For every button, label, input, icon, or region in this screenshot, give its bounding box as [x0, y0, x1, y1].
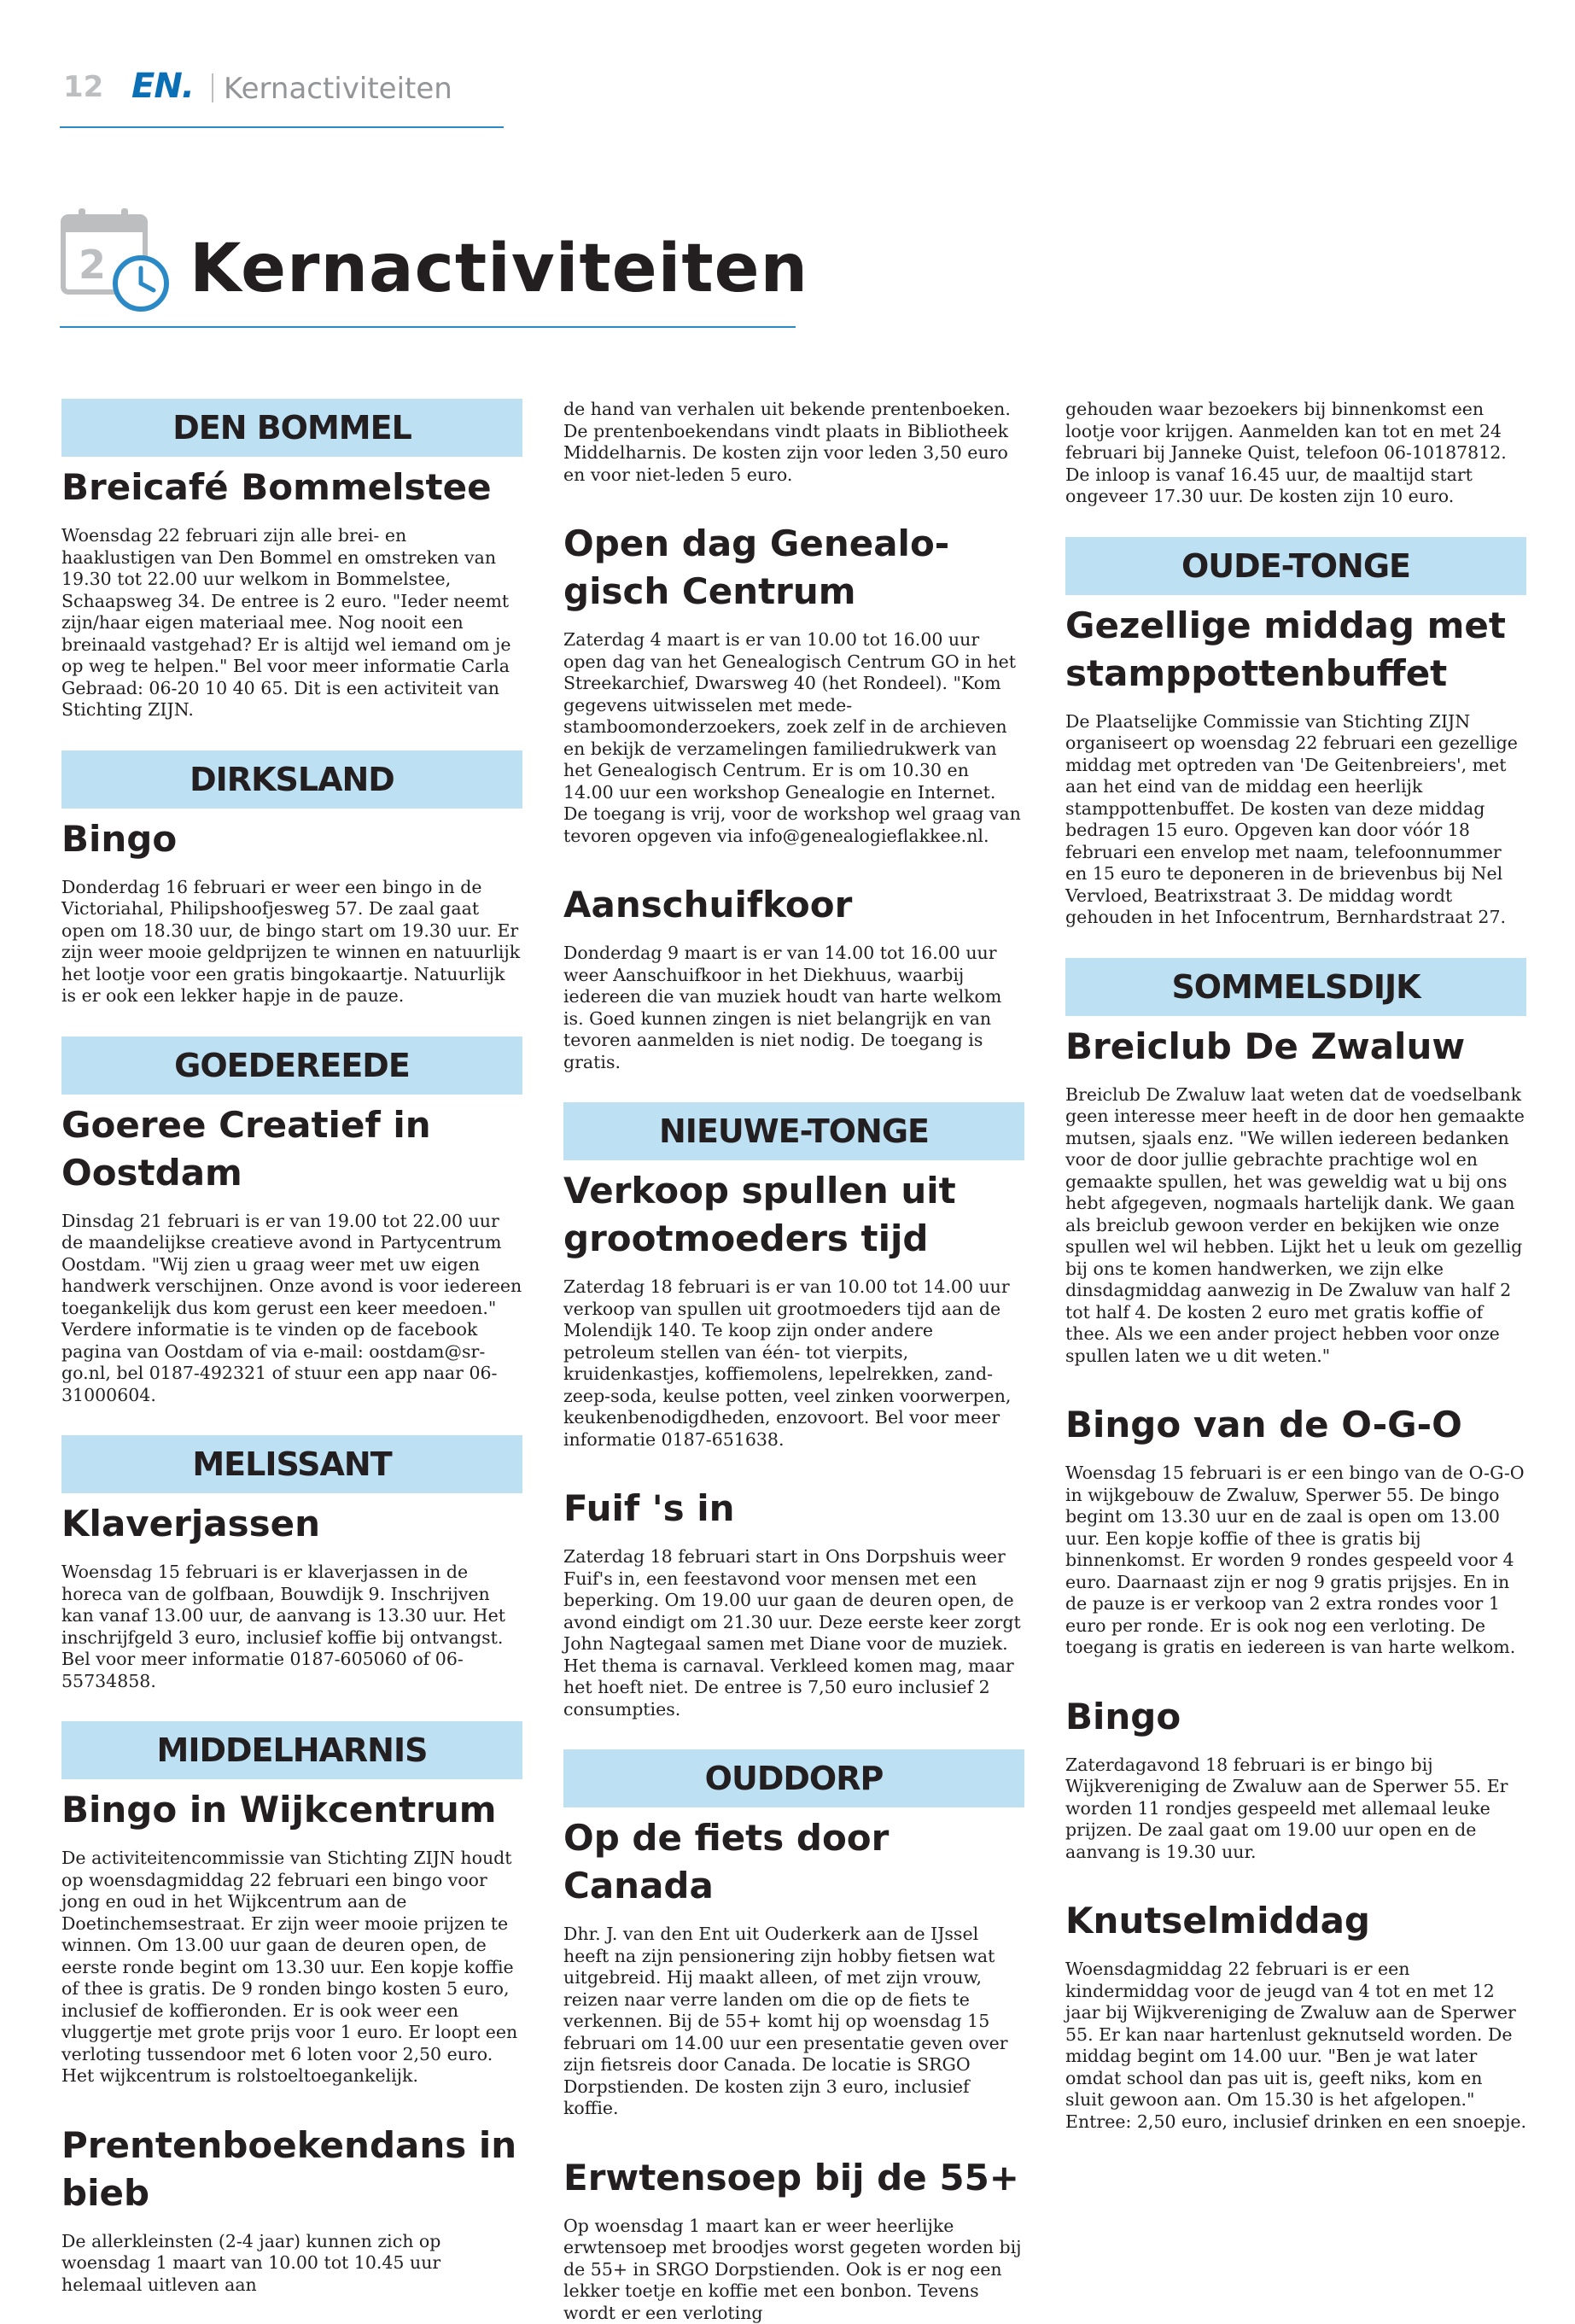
title-rule: [60, 326, 796, 328]
headline-fuif: Fuif 's in: [563, 1485, 1024, 1533]
header-rule: [60, 126, 504, 128]
place-tag-oude-tonge: OUDE-TONGE: [1065, 537, 1526, 595]
body-fuif: Zaterdag 18 februari start in Ons Dorpshuis weer Fuif's in, een feestavond voor mensen met een beperking. Om 19.00 uur gaan de deuren open, de avond eindigt om 21.30 uur. Deze eerste keer zorgt John Nagtegaal samen met Diane voor de muziek. Het thema is carnaval. Verkleed komen mag, maar het hoeft niet. De entree is 7,50 euro inclusief 2 consumpties.: [563, 1546, 1024, 1720]
place-tag-sommelsdijk: SOMMELSDIJK: [1065, 958, 1526, 1016]
page-number: 12: [63, 70, 103, 104]
column-3: [1065, 399, 1526, 2133]
body-erwtensoep-cont: gehouden waar bezoekers bij binnenkomst een lootje voor krijgen. Aanmelden kan tot en met 24 februari bij Janneke Quist, telefoon 06-10187812. De inloop is vanaf 16.45 uur, de maaltijd start ongeveer 17.30 uur. De kosten zijn 10 euro.: [1065, 399, 1526, 508]
headline-prentenboekendans: Prentenboekendans in bieb: [61, 2122, 522, 2217]
place-tag-ouddorp: OUDDORP: [563, 1749, 1024, 1807]
headline-goeree-creatief: Goeree Creatief in Oostdam: [61, 1101, 522, 1197]
headline-bingo-wijkcentrum: Bingo in Wijkcentrum: [61, 1786, 522, 1834]
headline-bingo-zwaluw: Bingo: [1065, 1693, 1526, 1741]
body-genealogisch: Zaterdag 4 maart is er van 10.00 tot 16.00 uur open dag van het Genealogisch Centrum GO in het Streekarchief, Dwarsweg 40 (het Rondeel). "Kom gegevens uitwisselen met mede-stamboomonderzoekers, zoek zelf in de archieven en bekijk de verzamelingen familiedrukwerk van het Genealogisch Centrum. Er is om 10.30 en 14.00 uur een workshop Genealogie en Internet. De toegang is vrij, voor de workshop wel graag van tevoren opgeven via info@genealogieflakkee.nl.: [563, 629, 1024, 847]
body-verkoop-spullen: Zaterdag 18 februari is er van 10.00 tot 14.00 uur verkoop van spullen uit grootmoeders tijd aan de Molendijk 140. Te koop zijn onder andere petroleum stellen van één- tot vierpits, kruidenkastjes, koffiemolens, lepelrekken, zand-zeep-soda, keulse potten, veel zinken voorwerpen, keukenbenodigdheden, enzovoort. Bel voor meer informatie 0187-651638.: [563, 1276, 1024, 1451]
body-breiclub: Breiclub De Zwaluw laat weten dat de voedselbank geen interesse meer heeft in de door hen gemaakte mutsen, sjaals enz. "We willen iedereen bedanken voor de door jullie gebrachte prachtige wol en gemaakte spullen, het was geweldig wat u bij ons hebt afgegeven, nogmaals hartelijk dank. We gaan als breiclub gewoon verder en bekijken wie onze spullen wel wil hebben. Lijkt het u leuk om gezellig bij ons te komen handwerken, we zijn elke dinsdagmiddag aanwezig in De Zwaluw van half 2 tot half 4. De kosten 2 euro met gratis koffie of thee. Als we een ander project hebben voor onze spullen laten we u dit weten.": [1065, 1084, 1526, 1368]
headline-verkoop-spullen: Verkoop spullen uit grootmoeders tijd: [563, 1167, 1024, 1263]
headline-knutselmiddag: Knutselmiddag: [1065, 1897, 1526, 1945]
title-block: [60, 205, 796, 329]
column-2: [563, 399, 1024, 2324]
brand-logo: EN.: [131, 67, 194, 106]
place-tag-melissant: MELISSANT: [61, 1435, 522, 1493]
headline-genealogisch: Open dag Genealo-gisch Centrum: [563, 520, 1024, 616]
body-bingo-zwaluw: Zaterdagavond 18 februari is er bingo bij Wijkvereniging de Zwaluw aan de Sperwer 55. Er worden 11 rondjes gespeeld met allemaal leuke prijzen. De zaal gaat om 19.00 uur open en de aanvang is 19.30 uur.: [1065, 1755, 1526, 1864]
header-separator: [212, 73, 213, 102]
body-prentenboekendans: De allerkleinsten (2-4 jaar) kunnen zich op woensdag 1 maart van 10.00 tot 10.45 uur helemaal uitleven aan: [61, 2231, 522, 2297]
body-knutselmiddag: Woensdagmiddag 22 februari is er een kindermiddag voor de jeugd van 4 tot en met 12 jaar bij Wijkvereniging de Zwaluw aan de Sperwer 55. Er kan naar hartenlust geknutseld worden. De middag begint om 14.00 uur. "Ben je wat later omdat school dan pas uit is, geeft niks, kom en sluit gewoon aan. Om 15.30 is het afgelopen." Entree: 2,50 euro, inclusief drinken en een snoepje.: [1065, 1959, 1526, 2133]
place-tag-dirksland: DIRKSLAND: [61, 750, 522, 809]
place-tag-nieuwe-tonge: NIEUWE-TONGE: [563, 1102, 1024, 1160]
body-klaverjassen: Woensdag 15 februari is er klaverjassen in de horeca van de golfbaan, Bouwdijk 9. Inschrijven kan vanaf 13.00 uur, de aanvang is 13.30 uur. Het inschrijfgeld 3 euro, inclusief koffie bij ontvangst. Bel voor meer informatie 0187-605060 of 06-55734858.: [61, 1562, 522, 1692]
body-prentenboekendans-cont: de hand van verhalen uit bekende prentenboeken. De prentenboekendans vindt plaats in Bibliotheek Middelharnis. De kosten zijn voor leden 3,50 euro en voor niet-leden 5 euro.: [563, 399, 1024, 486]
body-aanschuifkoor: Donderdag 9 maart is er van 14.00 tot 16.00 uur weer Aanschuifkoor in het Diekhuus, waarbij iedereen die van muziek houdt van harte welkom is. Goed kunnen zingen is niet belangrijk en van tevoren aanmelden is niet nodig. De toegang is gratis.: [563, 943, 1024, 1073]
headline-erwtensoep: Erwtensoep bij de 55+: [563, 2154, 1024, 2202]
headline-bingo-dirksland: Bingo: [61, 815, 522, 863]
headline-bingo-ogo: Bingo van de O-G-O: [1065, 1401, 1526, 1449]
headline-breicafe: Breicafé Bommelstee: [61, 464, 522, 511]
body-bingo-ogo: Woensdag 15 februari is er een bingo van de O-G-O in wijkgebouw de Zwaluw, Sperwer 55. De bingo begint om 13.30 uur en de zaal is open om 13.00 uur. Een kopje koffie of thee is gratis bij binnenkomst. Er worden 9 rondes gespeeld voor 4 euro. Daarnaast zijn er nog 9 gratis prijsjes. En in de pauze is er verkoop van 2 extra rondes voor 1 euro per ronde. Er is ook nog een verloting. De toegang is gratis en iedereen is van harte welkom.: [1065, 1463, 1526, 1659]
body-bingo-dirksland: Donderdag 16 februari er weer een bingo in de Victoriahal, Philipshoofjesweg 57. De zaal gaat open om 18.30 uur, de bingo start om 19.30 uur. Er zijn weer mooie geldprijzen te winnen en natuurlijk het lootje voor een gratis bingokaartje. Natuurlijk is er ook een lekker hapje in de pauze.: [61, 877, 522, 1007]
body-bingo-wijkcentrum: De activiteitencommissie van Stichting ZIJN houdt op woensdagmiddag 22 februari een bingo voor jong en oud in het Wijkcentrum aan de Doetinchemsestraat. Er zijn weer mooie prijzen te winnen. Om 13.00 uur gaan de deuren open, de eerste ronde begint om 13.30 uur. Een kopje koffie of thee is gratis. De 9 ronden bingo kosten 5 euro, inclusief de koffieronden. Er is ook weer een vluggertje met grote prijs voor 1 euro. Er loopt een verloting tussendoor met 6 loten voor 2,50 euro. Het wijkcentrum is rolstoeltoegankelijk.: [61, 1848, 522, 2088]
place-tag-den-bommel: DEN BOMMEL: [61, 399, 522, 457]
place-tag-goedereede: GOEDEREEDE: [61, 1036, 522, 1095]
headline-klaverjassen: Klaverjassen: [61, 1500, 522, 1548]
body-breicafe: Woensdag 22 februari zijn alle brei- en haaklustigen van Den Bommel en omstreken van 19.30 tot 22.00 uur welkom in Bommelstee, Schaapsweg 34. De entree is 2 euro. "Ieder neemt zijn/haar eigen materiaal mee. Nog nooit een breinaald vastgehad? Er is altijd wel iemand om je op weg te helpen." Bel voor meer informatie Carla Gebraad: 06-20 10 40 65. Dit is een activiteit van Stichting ZIJN.: [61, 525, 522, 721]
body-op-de-fiets: Dhr. J. van den Ent uit Ouderkerk aan de IJssel heeft na zijn pensionering zijn hobby fietsen wat uitgebreid. Hij maakt alleen, of met zijn vrouw, reizen naar verre landen om die op de fiets te verkennen. Bij de 55+ komt hij op woensdag 15 februari om 14.00 uur een presentatie geven over zijn fietsreis door Canada. De locatie is SRGO Dorpstienden. De kosten zijn 3 euro, inclusief koffie.: [563, 1924, 1024, 2120]
section-label: Kernactiviteiten: [224, 72, 452, 106]
headline-op-de-fiets: Op de fiets door Canada: [563, 1814, 1024, 1910]
page-header: [60, 70, 504, 130]
headline-gezellige-middag: Gezellige middag met stamppottenbuffet: [1065, 602, 1526, 698]
calendar-clock-icon: [60, 205, 171, 316]
body-erwtensoep: Op woensdag 1 maart kan er weer heerlijke erwtensoep met broodjes worst gegeten worden bij de 55+ in SRGO Dorpstienden. Ook is er nog een lekker toetje en koffie met een bonbon. Tevens wordt er een verloting: [563, 2216, 1024, 2324]
body-gezellige-middag: De Plaatselijke Commissie van Stichting ZIJN organiseert op woensdag 22 februari een gezellige middag met optreden van 'De Geitenbreiers', met aan het eind van de middag een heerlijk stamppottenbuffet. De kosten van deze middag bedragen 15 euro. Opgeven kan door vóór 18 februari een envelop met naam, telefoonnummer en 15 euro te deponeren in de brievenbus bij Nel Vervloed, Beatrixstraat 3. De middag wordt gehouden in het Infocentrum, Bernhardstraat 27.: [1065, 711, 1526, 929]
headline-aanschuifkoor: Aanschuifkoor: [563, 881, 1024, 929]
column-1: [61, 399, 522, 2296]
place-tag-middelharnis: MIDDELHARNIS: [61, 1721, 522, 1779]
calendar-digit: 2: [79, 242, 106, 288]
headline-breiclub: Breiclub De Zwaluw: [1065, 1023, 1526, 1071]
page-title: Kernactiviteiten: [190, 231, 808, 307]
body-goeree-creatief: Dinsdag 21 februari is er van 19.00 tot 22.00 uur de maandelijkse creatieve avond in Partycentrum Oostdam. "Wij zien u graag weer met uw eigen handwerk verschijnen. Onze avond is voor iedereen toegankelijk dus kom gerust een keer meedoen." Verdere informatie is te vinden op de facebook pagina van Oostdam of via e-mail: oostdam@sr-go.nl, bel 0187-492321 of stuur een app naar 06-31000604.: [61, 1211, 522, 1407]
